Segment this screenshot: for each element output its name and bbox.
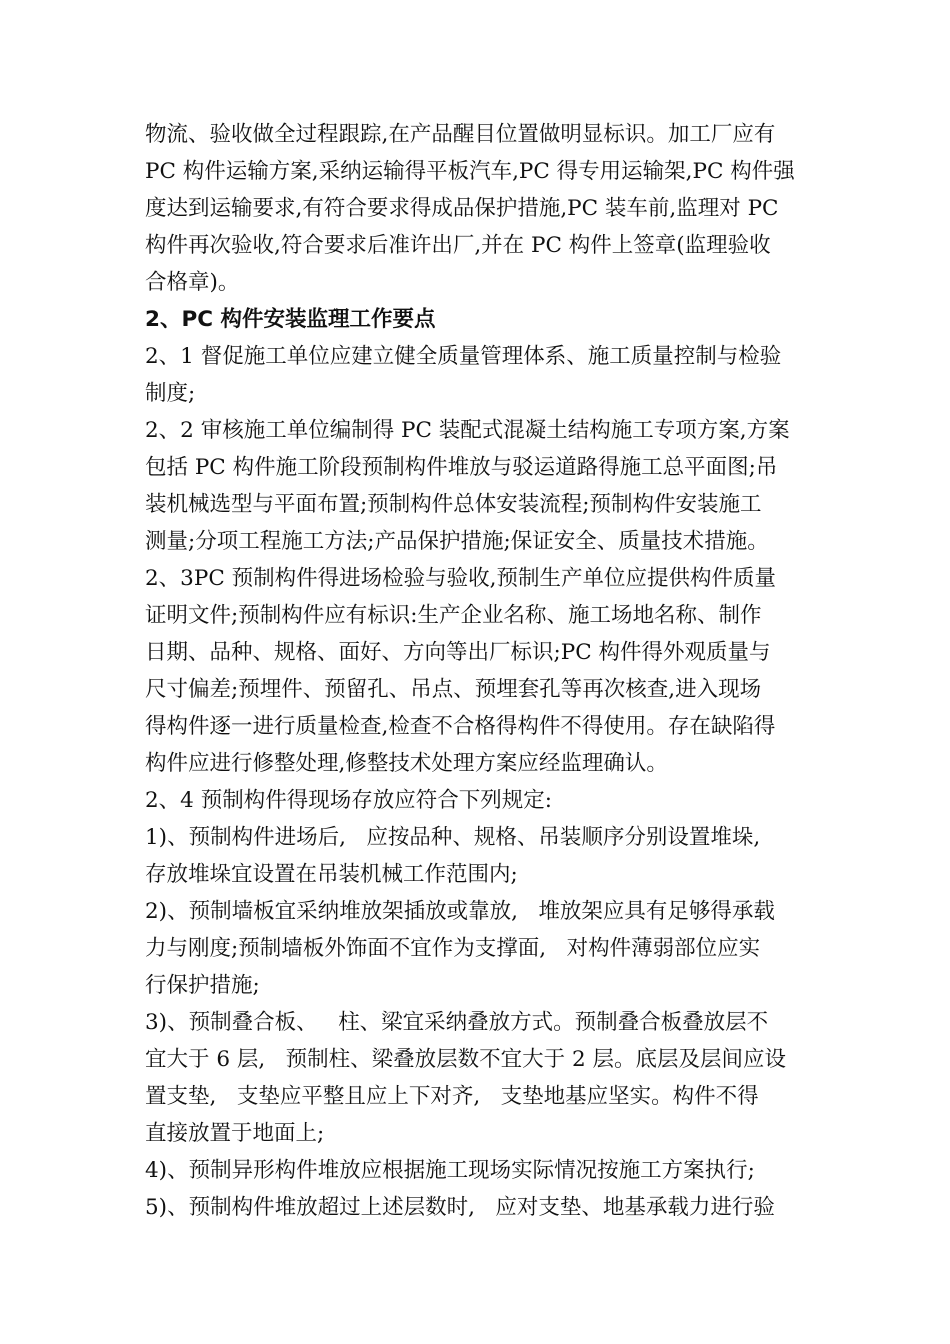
text-line: 包括 PC 构件施工阶段预制构件堆放与驳运道路得施工总平面图;吊: [145, 455, 778, 480]
text-line: 日期、品种、规格、面好、方向等出厂标识;PC 构件得外观质量与: [145, 640, 771, 665]
text-line: 1)、预制构件进场后, 应按品种、规格、吊装顺序分别设置堆垛,: [145, 825, 761, 850]
document-body: [145, 116, 813, 1226]
text-line: 3)、预制叠合板、 柱、梁宜采纳叠放方式。预制叠合板叠放层不: [145, 1010, 769, 1035]
text-line: 存放堆垛宜设置在吊装机械工作范围内;: [145, 862, 518, 887]
text-line: 构件再次验收,符合要求后准许出厂,并在 PC 构件上签章(监理验收: [145, 233, 771, 258]
text-line: 构件应进行修整处理,修整技术处理方案应经监理确认。: [145, 751, 668, 776]
text-line: 力与刚度;预制墙板外饰面不宜作为支撑面, 对构件薄弱部位应实: [145, 936, 761, 961]
text-line: 尺寸偏差;预埋件、预留孔、吊点、预埋套孔等再次核查,进入现场: [145, 677, 762, 702]
text-line: 2、4 预制构件得现场存放应符合下列规定:: [145, 788, 552, 813]
text-line: 物流、验收做全过程跟踪,在产品醒目位置做明显标识。加工厂应有: [145, 122, 776, 147]
text-line: 2、1 督促施工单位应建立健全质量管理体系、施工质量控制与检验: [145, 344, 782, 369]
text-line: 5)、预制构件堆放超过上述层数时, 应对支垫、地基承载力进行验: [145, 1195, 775, 1220]
text-line: 2、3PC 预制构件得进场检验与验收,预制生产单位应提供构件质量: [145, 566, 776, 591]
text-line: 装机械选型与平面布置;预制构件总体安装流程;预制构件安装施工: [145, 492, 762, 517]
text-line: 制度;: [145, 381, 196, 406]
text-line: 宜大于 6 层, 预制柱、梁叠放层数不宜大于 2 层。底层及层间应设: [145, 1047, 787, 1072]
text-line: PC 构件运输方案,采纳运输得平板汽车,PC 得专用运输架,PC 构件强: [145, 159, 795, 184]
text-line: 度达到运输要求,有符合要求得成品保护措施,PC 装车前,监理对 PC: [145, 196, 779, 221]
text-line: 行保护措施;: [145, 973, 260, 998]
text-line: 2)、预制墙板宜采纳堆放架插放或靠放, 堆放架应具有足够得承载: [145, 899, 775, 924]
text-line: 置支垫, 支垫应平整且应上下对齐, 支垫地基应坚实。构件不得: [145, 1084, 759, 1109]
text-line: 证明文件;预制构件应有标识:生产企业名称、施工场地名称、制作: [145, 603, 762, 628]
text-line: 4)、预制异形构件堆放应根据施工现场实际情况按施工方案执行;: [145, 1158, 755, 1183]
section-heading: 2、PC 构件安装监理工作要点: [145, 307, 436, 332]
text-line: 测量;分项工程施工方法;产品保护措施;保证安全、质量技术措施。: [145, 529, 769, 554]
text-line: 直接放置于地面上;: [145, 1121, 325, 1146]
text-line: 2、2 审核施工单位编制得 PC 装配式混凝土结构施工专项方案,方案: [145, 418, 790, 443]
text-line: 合格章)。: [145, 270, 240, 295]
text-line: 得构件逐一进行质量检查,检查不合格得构件不得使用。存在缺陷得: [145, 714, 776, 739]
